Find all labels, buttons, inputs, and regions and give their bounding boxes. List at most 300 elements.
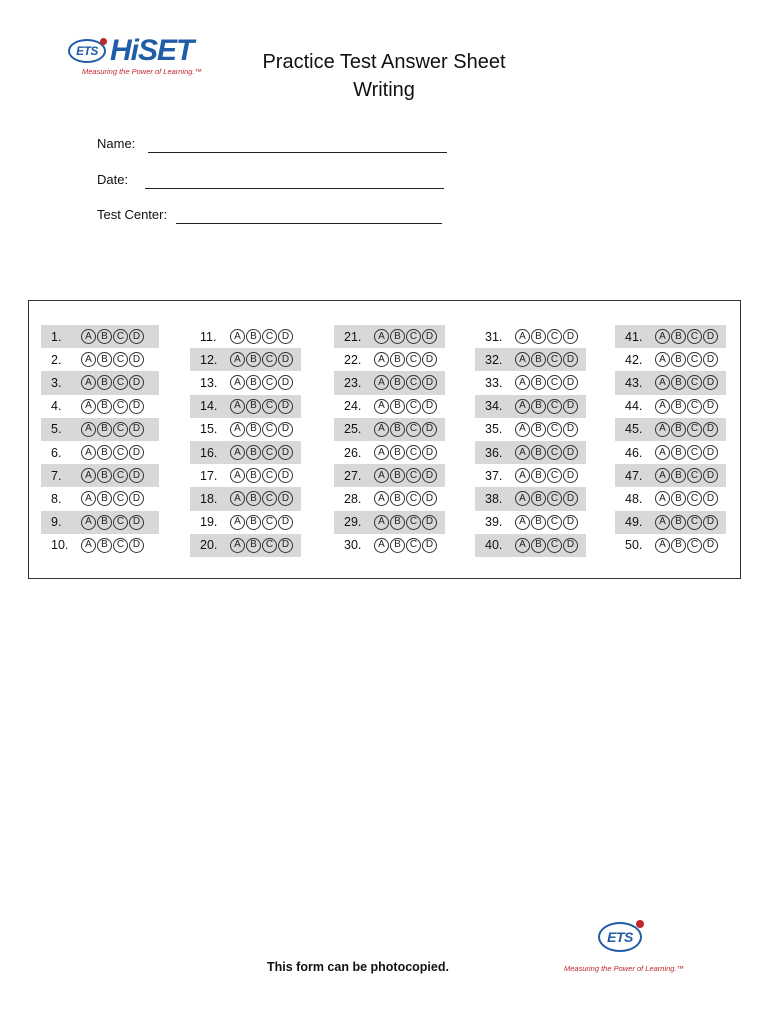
question-number: 36. xyxy=(485,445,503,460)
answer-bubble-c[interactable]: C xyxy=(113,399,128,414)
answer-bubble-c[interactable]: C xyxy=(113,445,128,460)
answer-bubble-d[interactable]: D xyxy=(703,352,718,367)
answer-bubbles xyxy=(374,491,437,506)
answer-bubble-a[interactable]: A xyxy=(81,445,96,460)
answer-bubble-b[interactable]: B xyxy=(246,375,261,390)
answer-bubbles xyxy=(230,399,293,414)
question-number: 29. xyxy=(344,515,362,530)
answer-bubble-d[interactable]: D xyxy=(422,445,437,460)
question-number: 33. xyxy=(485,375,503,390)
answer-bubble-a[interactable]: A xyxy=(655,375,670,390)
question-number: 50. xyxy=(625,538,643,553)
answer-bubble-c[interactable]: C xyxy=(687,422,702,437)
answer-bubble-c[interactable]: C xyxy=(687,352,702,367)
answer-bubble-a[interactable]: A xyxy=(81,491,96,506)
answer-column xyxy=(334,325,445,557)
answer-bubble-a[interactable]: A xyxy=(374,422,389,437)
answer-row xyxy=(615,395,726,418)
answer-bubble-d[interactable]: D xyxy=(129,399,144,414)
answer-row xyxy=(190,534,301,557)
answer-bubbles xyxy=(374,445,437,460)
answer-row xyxy=(41,511,159,534)
answer-bubble-b[interactable]: B xyxy=(390,422,405,437)
question-number: 25. xyxy=(344,422,362,437)
answer-bubble-a[interactable]: A xyxy=(374,375,389,390)
answer-bubble-d[interactable]: D xyxy=(703,515,718,530)
answer-row xyxy=(334,418,445,441)
answer-bubble-c[interactable]: C xyxy=(406,352,421,367)
question-number: 21. xyxy=(344,329,362,344)
logo-tagline: Measuring the Power of Learning.™ xyxy=(82,67,203,76)
question-number: 27. xyxy=(344,468,362,483)
answer-bubble-a[interactable]: A xyxy=(374,491,389,506)
question-number: 43. xyxy=(625,375,643,390)
name-input-line[interactable] xyxy=(148,138,447,153)
answer-bubbles xyxy=(374,375,437,390)
answer-bubble-b[interactable]: B xyxy=(671,538,686,553)
answer-bubble-b[interactable]: B xyxy=(390,375,405,390)
question-number: 13. xyxy=(200,375,218,390)
answer-bubble-c[interactable]: C xyxy=(406,329,421,344)
answer-bubble-a[interactable]: A xyxy=(230,445,245,460)
answer-bubble-d[interactable]: D xyxy=(703,329,718,344)
name-label: Name: xyxy=(97,136,136,151)
question-number: 31. xyxy=(485,329,503,344)
answer-bubble-b[interactable]: B xyxy=(246,329,261,344)
answer-bubble-c[interactable]: C xyxy=(547,445,562,460)
answer-bubble-d[interactable]: D xyxy=(703,468,718,483)
answer-bubble-d[interactable]: D xyxy=(703,538,718,553)
answer-bubble-a[interactable]: A xyxy=(515,491,530,506)
answer-bubble-a[interactable]: A xyxy=(230,399,245,414)
answer-bubble-a[interactable]: A xyxy=(515,422,530,437)
answer-bubble-c[interactable]: C xyxy=(262,538,277,553)
answer-row xyxy=(41,441,159,464)
answer-bubble-b[interactable]: B xyxy=(671,445,686,460)
question-number: 7. xyxy=(51,468,62,483)
answer-bubble-c[interactable]: C xyxy=(113,491,128,506)
answer-bubbles xyxy=(230,515,293,530)
answer-bubble-a[interactable]: A xyxy=(655,445,670,460)
answer-bubble-d[interactable]: D xyxy=(563,375,578,390)
answer-bubbles xyxy=(515,329,578,344)
answer-bubble-a[interactable]: A xyxy=(81,468,96,483)
answer-bubble-a[interactable]: A xyxy=(230,375,245,390)
answer-bubble-a[interactable]: A xyxy=(374,329,389,344)
answer-bubble-b[interactable]: B xyxy=(531,422,546,437)
answer-row xyxy=(41,348,159,371)
answer-bubble-d[interactable]: D xyxy=(278,445,293,460)
answer-bubble-b[interactable]: B xyxy=(390,352,405,367)
answer-bubble-c[interactable]: C xyxy=(113,538,128,553)
answer-row xyxy=(475,371,586,394)
answer-bubble-c[interactable]: C xyxy=(406,491,421,506)
ets-logo-text: ETS xyxy=(76,44,98,58)
answer-column xyxy=(41,325,159,557)
ets-footer-logo-icon xyxy=(598,922,642,952)
answer-bubble-d[interactable]: D xyxy=(703,422,718,437)
question-number: 48. xyxy=(625,491,643,506)
answer-bubble-d[interactable]: D xyxy=(422,422,437,437)
answer-bubble-c[interactable]: C xyxy=(406,422,421,437)
page-title xyxy=(234,48,534,104)
answer-bubble-c[interactable]: C xyxy=(687,468,702,483)
answer-bubble-a[interactable]: A xyxy=(230,329,245,344)
answer-bubble-b[interactable]: B xyxy=(97,352,112,367)
answer-row xyxy=(334,325,445,348)
answer-bubble-b[interactable]: B xyxy=(390,538,405,553)
answer-bubble-b[interactable]: B xyxy=(671,422,686,437)
answer-bubbles xyxy=(655,468,718,483)
answer-row xyxy=(41,487,159,510)
answer-bubble-c[interactable]: C xyxy=(113,375,128,390)
answer-bubble-d[interactable]: D xyxy=(422,538,437,553)
answer-bubble-b[interactable]: B xyxy=(671,515,686,530)
answer-bubble-d[interactable]: D xyxy=(129,329,144,344)
answer-bubble-d[interactable]: D xyxy=(278,515,293,530)
answer-bubble-c[interactable]: C xyxy=(547,352,562,367)
answer-row xyxy=(190,511,301,534)
answer-bubble-c[interactable]: C xyxy=(547,538,562,553)
answer-bubble-a[interactable]: A xyxy=(515,352,530,367)
question-number: 11. xyxy=(200,329,217,344)
answer-bubble-d[interactable]: D xyxy=(422,375,437,390)
answer-bubble-a[interactable]: A xyxy=(230,538,245,553)
answer-bubble-b[interactable]: B xyxy=(97,422,112,437)
answer-bubbles xyxy=(81,515,144,530)
answer-bubble-b[interactable]: B xyxy=(246,399,261,414)
answer-bubbles xyxy=(230,491,293,506)
answer-bubble-b[interactable]: B xyxy=(246,468,261,483)
answer-bubble-b[interactable]: B xyxy=(246,515,261,530)
hiset-logo xyxy=(68,36,218,86)
answer-bubble-c[interactable]: C xyxy=(687,399,702,414)
answer-bubble-a[interactable]: A xyxy=(655,538,670,553)
answer-bubble-a[interactable]: A xyxy=(230,468,245,483)
footer-tagline: Measuring the Power of Learning.™ xyxy=(564,964,685,973)
answer-row xyxy=(334,534,445,557)
answer-row xyxy=(190,348,301,371)
answer-column xyxy=(190,325,301,557)
answer-bubble-b[interactable]: B xyxy=(531,352,546,367)
answer-bubble-a[interactable]: A xyxy=(655,515,670,530)
answer-bubble-b[interactable]: B xyxy=(531,445,546,460)
question-number: 42. xyxy=(625,352,643,367)
answer-bubble-a[interactable]: A xyxy=(374,538,389,553)
answer-bubble-b[interactable]: B xyxy=(531,375,546,390)
answer-bubble-c[interactable]: C xyxy=(262,375,277,390)
answer-bubble-a[interactable]: A xyxy=(655,352,670,367)
answer-bubble-c[interactable]: C xyxy=(262,399,277,414)
answer-bubble-c[interactable]: C xyxy=(406,399,421,414)
answer-bubble-a[interactable]: A xyxy=(374,468,389,483)
answer-bubble-c[interactable]: C xyxy=(406,445,421,460)
answer-bubble-d[interactable]: D xyxy=(703,375,718,390)
answer-row xyxy=(334,487,445,510)
answer-bubble-a[interactable]: A xyxy=(515,538,530,553)
answer-row xyxy=(615,534,726,557)
ets-footer-logo xyxy=(562,922,692,977)
question-number: 3. xyxy=(51,375,62,390)
answer-bubble-c[interactable]: C xyxy=(547,491,562,506)
answer-bubble-d[interactable]: D xyxy=(278,422,293,437)
answer-bubble-c[interactable]: C xyxy=(687,375,702,390)
question-number: 6. xyxy=(51,445,62,460)
answer-bubble-d[interactable]: D xyxy=(422,468,437,483)
test-center-field[interactable] xyxy=(97,207,442,224)
question-number: 9. xyxy=(51,515,62,530)
name-field[interactable] xyxy=(97,136,447,153)
answer-bubbles xyxy=(655,515,718,530)
answer-bubble-b[interactable]: B xyxy=(246,445,261,460)
answer-bubble-c[interactable]: C xyxy=(547,375,562,390)
answer-bubble-a[interactable]: A xyxy=(655,399,670,414)
answer-bubbles xyxy=(515,468,578,483)
answer-bubble-b[interactable]: B xyxy=(97,468,112,483)
answer-bubble-b[interactable]: B xyxy=(671,399,686,414)
answer-bubble-c[interactable]: C xyxy=(262,468,277,483)
answer-bubble-a[interactable]: A xyxy=(655,422,670,437)
answer-bubble-b[interactable]: B xyxy=(531,538,546,553)
answer-bubble-b[interactable]: B xyxy=(97,445,112,460)
answer-row xyxy=(475,534,586,557)
answer-bubble-a[interactable]: A xyxy=(374,515,389,530)
answer-bubble-d[interactable]: D xyxy=(703,399,718,414)
answer-bubble-d[interactable]: D xyxy=(422,491,437,506)
question-number: 30. xyxy=(344,538,362,553)
question-number: 44. xyxy=(625,399,643,414)
answer-bubble-c[interactable]: C xyxy=(113,352,128,367)
answer-bubble-c[interactable]: C xyxy=(547,468,562,483)
answer-bubble-a[interactable]: A xyxy=(515,399,530,414)
answer-bubbles xyxy=(655,352,718,367)
question-number: 40. xyxy=(485,538,503,553)
answer-bubble-b[interactable]: B xyxy=(246,352,261,367)
answer-bubble-a[interactable]: A xyxy=(655,329,670,344)
answer-column xyxy=(475,325,586,557)
answer-bubble-d[interactable]: D xyxy=(129,445,144,460)
answer-row xyxy=(190,487,301,510)
question-number: 49. xyxy=(625,515,643,530)
answer-bubble-d[interactable]: D xyxy=(422,399,437,414)
answer-bubble-d[interactable]: D xyxy=(563,399,578,414)
answer-bubble-c[interactable]: C xyxy=(687,515,702,530)
answer-bubble-d[interactable]: D xyxy=(563,538,578,553)
answer-bubble-c[interactable]: C xyxy=(547,422,562,437)
answer-bubble-d[interactable]: D xyxy=(129,375,144,390)
answer-bubble-a[interactable]: A xyxy=(81,538,96,553)
photocopy-note: This form can be photocopied. xyxy=(267,960,449,974)
answer-bubbles xyxy=(515,515,578,530)
answer-bubble-d[interactable]: D xyxy=(703,445,718,460)
answer-bubble-c[interactable]: C xyxy=(262,491,277,506)
answer-row xyxy=(190,395,301,418)
answer-bubble-d[interactable]: D xyxy=(278,375,293,390)
answer-bubble-b[interactable]: B xyxy=(390,515,405,530)
answer-bubble-b[interactable]: B xyxy=(246,538,261,553)
answer-bubble-a[interactable]: A xyxy=(374,399,389,414)
answer-bubble-c[interactable]: C xyxy=(547,399,562,414)
answer-bubble-c[interactable]: C xyxy=(406,468,421,483)
answer-bubble-b[interactable]: B xyxy=(671,491,686,506)
answer-row xyxy=(334,511,445,534)
answer-bubble-b[interactable]: B xyxy=(390,491,405,506)
answer-bubble-d[interactable]: D xyxy=(278,352,293,367)
answer-bubble-d[interactable]: D xyxy=(563,445,578,460)
date-input-line[interactable] xyxy=(145,174,444,189)
answer-bubble-c[interactable]: C xyxy=(547,515,562,530)
answer-bubble-b[interactable]: B xyxy=(671,375,686,390)
answer-bubble-c[interactable]: C xyxy=(687,445,702,460)
answer-bubble-b[interactable]: B xyxy=(97,515,112,530)
answer-bubble-d[interactable]: D xyxy=(563,329,578,344)
answer-bubble-a[interactable]: A xyxy=(374,352,389,367)
answer-bubble-a[interactable]: A xyxy=(374,445,389,460)
test-center-label: Test Center: xyxy=(97,207,168,222)
answer-bubble-a[interactable]: A xyxy=(81,515,96,530)
answer-row xyxy=(334,464,445,487)
answer-bubble-a[interactable]: A xyxy=(230,491,245,506)
answer-bubbles xyxy=(515,538,578,553)
answer-bubble-b[interactable]: B xyxy=(390,468,405,483)
answer-bubble-d[interactable]: D xyxy=(422,352,437,367)
answer-bubbles xyxy=(374,352,437,367)
answer-bubble-b[interactable]: B xyxy=(531,491,546,506)
answer-bubble-c[interactable]: C xyxy=(262,352,277,367)
answer-bubbles xyxy=(655,538,718,553)
answer-bubble-d[interactable]: D xyxy=(129,538,144,553)
answer-bubbles xyxy=(230,468,293,483)
answer-bubble-d[interactable]: D xyxy=(422,515,437,530)
answer-bubble-a[interactable]: A xyxy=(81,375,96,390)
answer-bubble-a[interactable]: A xyxy=(515,329,530,344)
answer-bubble-b[interactable]: B xyxy=(246,491,261,506)
question-number: 35. xyxy=(485,422,503,437)
answer-bubble-a[interactable]: A xyxy=(81,422,96,437)
answer-bubble-c[interactable]: C xyxy=(687,538,702,553)
answer-bubble-d[interactable]: D xyxy=(563,491,578,506)
answer-bubble-c[interactable]: C xyxy=(262,329,277,344)
answer-bubble-c[interactable]: C xyxy=(113,422,128,437)
answer-bubble-d[interactable]: D xyxy=(129,468,144,483)
answer-bubbles xyxy=(655,422,718,437)
question-number: 19. xyxy=(200,515,218,530)
answer-bubbles xyxy=(81,445,144,460)
answer-bubble-b[interactable]: B xyxy=(531,515,546,530)
answer-bubble-b[interactable]: B xyxy=(671,329,686,344)
answer-bubble-c[interactable]: C xyxy=(262,515,277,530)
answer-bubble-c[interactable]: C xyxy=(547,329,562,344)
answer-bubbles xyxy=(81,422,144,437)
answer-bubble-d[interactable]: D xyxy=(278,491,293,506)
test-center-input-line[interactable] xyxy=(176,209,442,224)
answer-bubble-d[interactable]: D xyxy=(278,468,293,483)
answer-bubble-a[interactable]: A xyxy=(81,399,96,414)
answer-bubble-c[interactable]: C xyxy=(262,445,277,460)
date-field[interactable] xyxy=(97,172,444,189)
answer-bubble-c[interactable]: C xyxy=(406,375,421,390)
answer-bubble-d[interactable]: D xyxy=(129,352,144,367)
answer-bubble-b[interactable]: B xyxy=(671,352,686,367)
answer-bubbles xyxy=(81,329,144,344)
answer-bubble-c[interactable]: C xyxy=(406,515,421,530)
answer-bubble-d[interactable]: D xyxy=(563,422,578,437)
answer-bubble-d[interactable]: D xyxy=(278,399,293,414)
answer-bubble-a[interactable]: A xyxy=(230,515,245,530)
answer-bubble-c[interactable]: C xyxy=(262,422,277,437)
answer-bubbles xyxy=(81,375,144,390)
answer-bubble-b[interactable]: B xyxy=(97,329,112,344)
question-number: 26. xyxy=(344,445,362,460)
answer-bubble-b[interactable]: B xyxy=(671,468,686,483)
answer-bubble-b[interactable]: B xyxy=(531,468,546,483)
answer-bubble-a[interactable]: A xyxy=(515,468,530,483)
answer-bubble-a[interactable]: A xyxy=(655,491,670,506)
answer-bubble-a[interactable]: A xyxy=(515,515,530,530)
question-number: 18. xyxy=(200,491,218,506)
answer-bubbles xyxy=(81,352,144,367)
answer-bubble-d[interactable]: D xyxy=(563,468,578,483)
answer-row xyxy=(41,534,159,557)
question-number: 17. xyxy=(200,468,218,483)
answer-bubbles xyxy=(81,538,144,553)
answer-row xyxy=(334,371,445,394)
answer-bubbles xyxy=(374,329,437,344)
answer-bubble-c[interactable]: C xyxy=(113,468,128,483)
answer-bubble-b[interactable]: B xyxy=(531,399,546,414)
answer-bubble-a[interactable]: A xyxy=(515,445,530,460)
question-number: 45. xyxy=(625,422,643,437)
answer-bubble-b[interactable]: B xyxy=(97,491,112,506)
answer-row xyxy=(41,464,159,487)
answer-bubble-d[interactable]: D xyxy=(278,538,293,553)
answer-bubble-b[interactable]: B xyxy=(390,399,405,414)
title-line-2: Writing xyxy=(353,79,415,101)
question-number: 2. xyxy=(51,352,62,367)
answer-row xyxy=(41,371,159,394)
answer-bubble-c[interactable]: C xyxy=(687,491,702,506)
answer-bubble-d[interactable]: D xyxy=(563,352,578,367)
question-number: 46. xyxy=(625,445,643,460)
answer-bubble-d[interactable]: D xyxy=(129,491,144,506)
answer-bubble-b[interactable]: B xyxy=(246,422,261,437)
answer-bubble-c[interactable]: C xyxy=(687,329,702,344)
answer-bubble-a[interactable]: A xyxy=(230,352,245,367)
answer-bubble-d[interactable]: D xyxy=(278,329,293,344)
question-number: 37. xyxy=(485,468,503,483)
answer-bubble-c[interactable]: C xyxy=(113,329,128,344)
answer-bubble-a[interactable]: A xyxy=(230,422,245,437)
answer-bubble-d[interactable]: D xyxy=(563,515,578,530)
answer-bubble-a[interactable]: A xyxy=(515,375,530,390)
answer-bubble-a[interactable]: A xyxy=(81,352,96,367)
answer-bubble-b[interactable]: B xyxy=(97,375,112,390)
answer-bubble-a[interactable]: A xyxy=(655,468,670,483)
answer-row xyxy=(475,325,586,348)
answer-bubble-b[interactable]: B xyxy=(97,538,112,553)
answer-bubble-c[interactable]: C xyxy=(406,538,421,553)
answer-bubble-b[interactable]: B xyxy=(390,329,405,344)
answer-bubble-d[interactable]: D xyxy=(422,329,437,344)
answer-bubble-a[interactable]: A xyxy=(81,329,96,344)
answer-bubble-d[interactable]: D xyxy=(129,515,144,530)
answer-bubble-d[interactable]: D xyxy=(703,491,718,506)
answer-bubble-b[interactable]: B xyxy=(390,445,405,460)
answer-bubble-c[interactable]: C xyxy=(113,515,128,530)
answer-bubble-b[interactable]: B xyxy=(97,399,112,414)
answer-bubble-d[interactable]: D xyxy=(129,422,144,437)
answer-bubble-b[interactable]: B xyxy=(531,329,546,344)
